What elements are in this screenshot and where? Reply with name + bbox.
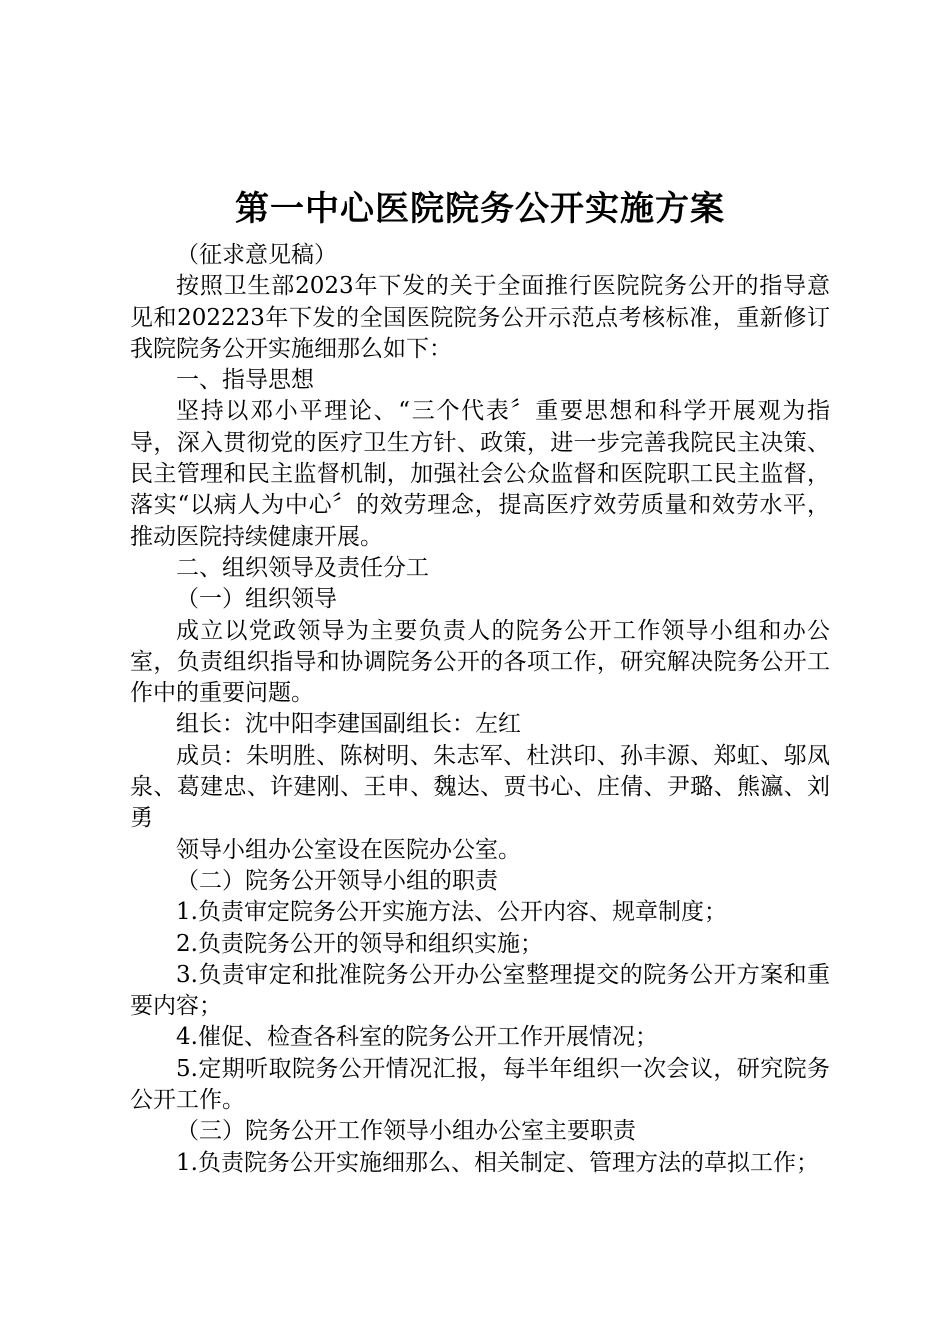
- subsection-heading-office-duties: （三）院务公开工作领导小组办公室主要职责: [176, 1118, 636, 1145]
- subsection-heading-leadership: （一）组织领导: [176, 586, 337, 613]
- group-members-paragraph: 成员：朱明胜、陈树明、朱志军、杜洪印、孙丰源、郑虹、邬凤泉、葛建忠、许建刚、王申、魏达、贾书心、庄倩、尹璐、熊瀛、刘勇: [130, 742, 830, 832]
- section-heading-organization: 二、组织领导及责任分工: [176, 554, 429, 581]
- intro-paragraph: 按照卫生部2023年下发的关于全面推行医院院务公开的指导意见和202223年下发的全国医院院务公开示范点考核标准，重新修订我院院务公开实施细那么如下：: [130, 273, 830, 362]
- duty-item: 3.负责审定和批准院务公开办公室整理提交的院务公开方案和重要内容；: [130, 961, 830, 1020]
- document-page: [130, 186, 830, 1179]
- group-leaders-line: 组长：沈中阳李建国副组长：左红: [176, 711, 521, 738]
- section-heading-guiding-ideology: 一、指导思想: [176, 367, 314, 394]
- office-duty-item: 1.负责院务公开实施细那么、相关制定、管理方法的草拟工作；: [176, 1149, 819, 1176]
- document-title: 第一中心医院院务公开实施方案: [235, 189, 725, 229]
- guiding-ideology-paragraph: 坚持以邓小平理论、“三个代表〞重要思想和科学开展观为指导，深入贯彻党的医疗卫生方针、政策，进一步完善我院民主决策、民主管理和民主监督机制，加强社会公众监督和医院职工民主监督，落实“以病人为中心〞的效劳理念，提高医疗效劳质量和效劳水平，推动医院持续健康开展。: [130, 398, 830, 550]
- duty-item: 5.定期听取院务公开情况汇报，每半年组织一次会议，研究院务公开工作。: [130, 1055, 830, 1114]
- draft-note: （征求意见稿）: [176, 242, 337, 268]
- duty-item: 2.负责院务公开的领导和组织实施；: [176, 930, 543, 957]
- duty-item: 1.负责审定院务公开实施方法、公开内容、规章制度；: [176, 899, 727, 926]
- office-location-line: 领导小组办公室设在医院办公室。: [176, 836, 521, 863]
- duty-item: 4.催促、检查各科室的院务公开工作开展情况；: [176, 1024, 658, 1051]
- leadership-paragraph: 成立以党政领导为主要负责人的院务公开工作领导小组和办公室，负责组织指导和协调院务公开的各项工作，研究解决院务公开工作中的重要问题。: [130, 617, 830, 707]
- subsection-heading-group-duties: （二）院务公开领导小组的职责: [176, 867, 498, 894]
